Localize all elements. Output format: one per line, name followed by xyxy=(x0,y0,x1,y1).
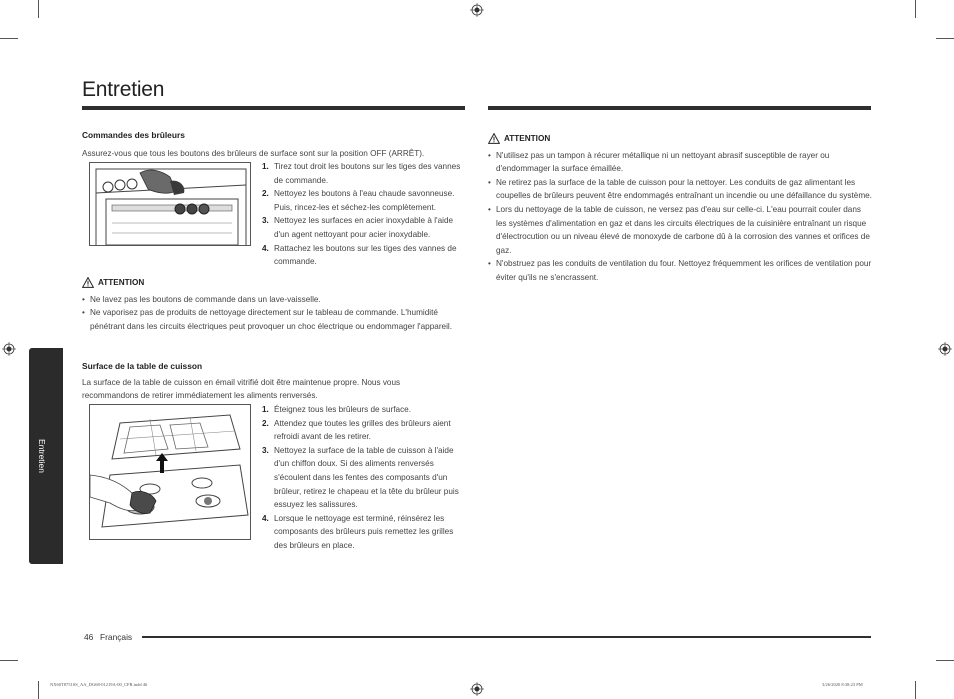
cooktop-cleaning-illustration xyxy=(89,404,251,540)
crop-mark xyxy=(936,660,954,661)
registration-mark-icon xyxy=(2,342,16,356)
attention-heading: ATTENTION xyxy=(82,276,467,290)
attention-bullet: • N'obstruez pas les conduits de ventilation du four. Nettoyez fréquemment les orifices de ventilation pour éviter qu'ils ne s'encrassent. xyxy=(488,259,872,282)
step-item: 3. Nettoyez les surfaces en acier inoxydable à l'aide d'un agent nettoyant pour acier inoxydable. xyxy=(262,216,454,239)
header-rule-left xyxy=(82,106,465,110)
warning-icon xyxy=(488,133,500,144)
page-number: 46 xyxy=(84,632,94,642)
section-burner-controls xyxy=(82,129,467,160)
attention-bullet: • Lors du nettoyage de la table de cuisson, ne versez pas d'eau sur celle-ci. L'eau pourrait couler dans les systèmes d'alimentation en gaz et dans les circuits électriques de la cuisinière entraînant un risque d'électrocution ou un niveau élevé de monoxyde de carbone dû à la corrosion des vannes et orifices de gaz. xyxy=(488,204,870,255)
crop-mark xyxy=(915,0,916,18)
section-intro: Assurez-vous que tous les boutons des brûleurs de surface sont sur la position OFF (ARRÊT). xyxy=(82,148,425,158)
step-item: 2. Attendez que toutes les grilles des brûleurs aient refroidi avant de les retirer. xyxy=(262,418,451,442)
attention-heading: ATTENTION xyxy=(488,132,873,146)
section-cooktop-surface xyxy=(82,360,467,403)
step-item: 1. Tirez tout droit les boutons sur les tiges des vannes de commande. xyxy=(262,162,461,185)
crop-mark xyxy=(0,660,18,661)
crop-mark xyxy=(936,38,954,39)
attention-bullet: • N'utilisez pas un tampon à récurer métallique ni un nettoyant abrasif susceptible de rayer ou d'endommager la surface émaillée. xyxy=(488,150,830,174)
burner-knob-illustration xyxy=(89,162,251,246)
attention-bullet: • Ne retirez pas la surface de la table de cuisson pour la nettoyer. Les conduits de gaz alimentant les coupelles de brûleurs peuvent être endommagés entraînant un incendie ou une défaillance du système. xyxy=(488,177,872,201)
registration-mark-icon xyxy=(470,682,484,696)
attention-block-right xyxy=(488,132,873,285)
step-item: 2. Nettoyez les boutons à l'eau chaude savonneuse. Puis, rincez-les et séchez-les complètement. xyxy=(262,189,455,212)
warning-icon xyxy=(82,277,94,288)
footer-rule xyxy=(142,636,871,638)
attention-block-left xyxy=(82,276,467,333)
step-item: 4. Lorsque le nettoyage est terminé, réinsérez les composants des brûleurs puis remettez les grilles des brûleurs en place. xyxy=(262,513,454,550)
chapter-tab-label: Entretien xyxy=(37,438,47,474)
registration-mark-icon xyxy=(938,342,952,356)
crop-mark xyxy=(38,681,39,699)
step-item: 3. Nettoyez la surface de la table de cuisson à l'aide d'un chiffon doux. Si des aliments renversés s'écoulent dans les fentes des composants d'un brûleur, retirez le chapeau et la tête du brûleur puis essuyez les salissures. xyxy=(262,445,459,510)
page-title: Entretien xyxy=(82,78,165,101)
attention-bullet: • Ne vaporisez pas de produits de nettoyage directement sur le tableau de commande. L'humidité pénétrant dans les circuits électriques peut provoquer un choc électrique ou endommager l'appareil. xyxy=(82,308,453,331)
crop-mark xyxy=(0,38,18,39)
section-intro: La surface de la table de cuisson en émail vitrifié doit être maintenue propre. Nous vous recommandons de retirer immédiatement les aliments renversés. xyxy=(82,377,401,401)
burner-controls-steps xyxy=(262,160,466,269)
crop-mark xyxy=(915,681,916,699)
step-item: 4. Rattachez les boutons sur les tiges des vannes de commande. xyxy=(262,243,457,267)
section-heading: Commandes des brûleurs xyxy=(82,130,185,140)
registration-mark-icon xyxy=(470,3,484,17)
header-rule-right xyxy=(488,106,871,110)
print-slug-file: NX60T8751SS_AA_DG68-01219A-00_CFR.indd 46 xyxy=(50,682,148,687)
section-heading: Surface de la table de cuisson xyxy=(82,361,203,371)
print-slug-date: 3/26/2020 8:38:23 PM xyxy=(822,682,863,687)
step-item: 1. Éteignez tous les brûleurs de surface. xyxy=(262,405,411,414)
cooktop-steps xyxy=(262,403,466,553)
footer-language: Français xyxy=(100,632,133,642)
attention-bullet: • Ne lavez pas les boutons de commande dans un lave-vaisselle. xyxy=(82,294,321,304)
crop-mark xyxy=(38,0,39,18)
